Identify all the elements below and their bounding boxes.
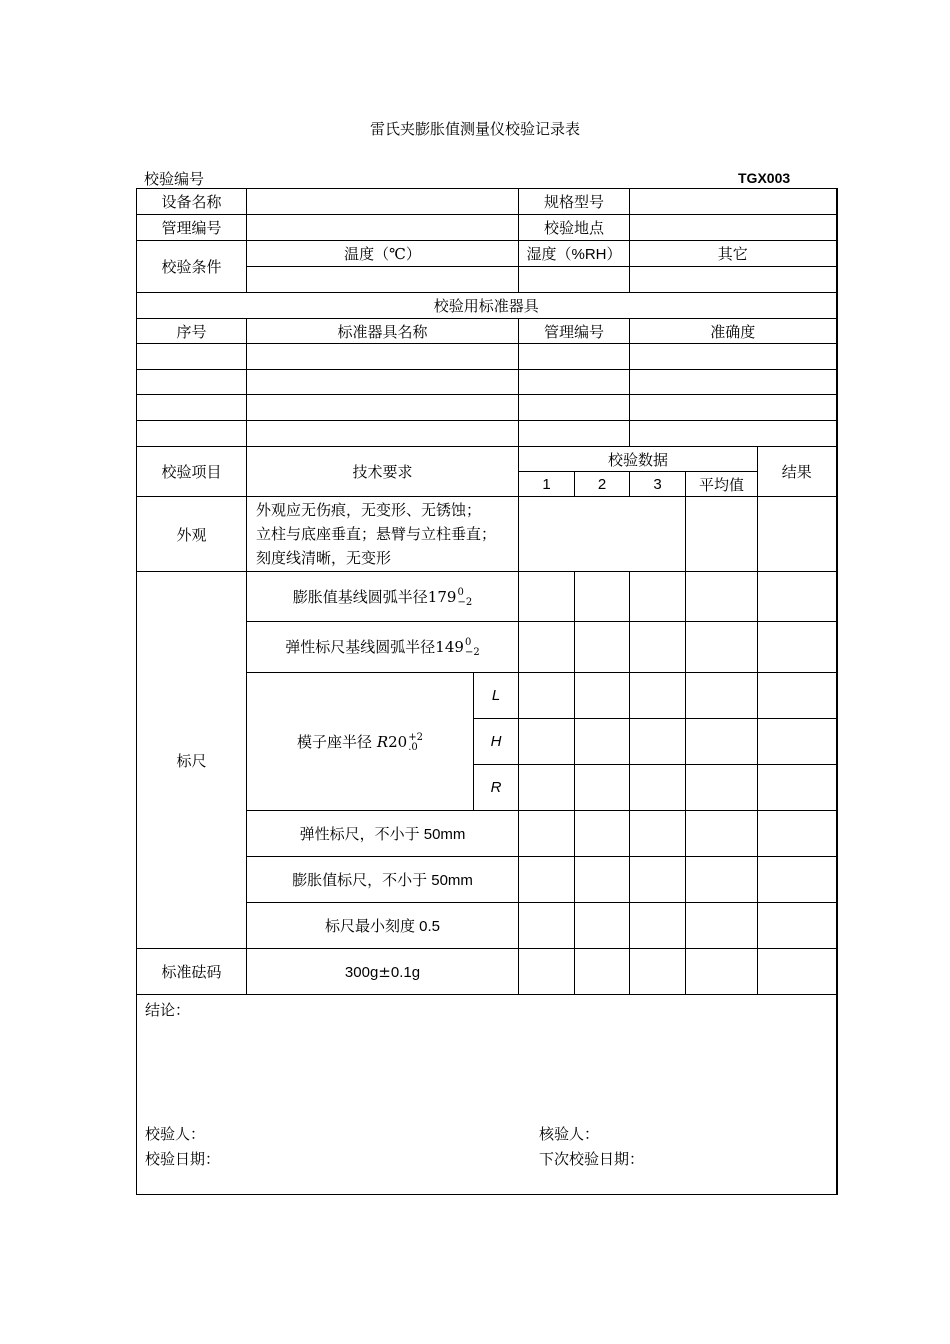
appearance-requirement: 外观应无伤痕，无变形、无锈蚀； 立柱与底座垂直；悬臂与立柱垂直； 刻度线清晰，无变形 [247, 497, 519, 572]
data-cell[interactable] [575, 572, 630, 622]
spec-label: 规格型号 [519, 189, 630, 215]
data-cell[interactable] [686, 765, 758, 811]
data-cell[interactable] [575, 949, 630, 995]
standards-row [137, 395, 837, 421]
appearance-average[interactable] [686, 497, 758, 572]
calib-date-label: 校验日期： [145, 1150, 221, 1168]
data-cell[interactable] [686, 673, 758, 719]
data-cell[interactable] [686, 949, 758, 995]
form-code: TGX003 [738, 170, 791, 186]
calib-no-field[interactable] [204, 172, 320, 189]
data-cell[interactable] [630, 622, 686, 673]
data-col-average: 平均值 [686, 472, 758, 497]
standards-cell[interactable] [630, 370, 837, 395]
data-col-1: 1 [519, 472, 575, 497]
data-cell[interactable] [630, 719, 686, 765]
data-cell[interactable] [519, 719, 575, 765]
standards-row [137, 370, 837, 395]
standards-cell[interactable] [247, 370, 519, 395]
requirement-header: 技术要求 [247, 447, 519, 497]
scale-req-mold-radius: 模子座半径 R20 +2 .0 [247, 673, 474, 811]
result-cell[interactable] [758, 903, 837, 949]
scale-req-expansion-length: 膨胀值标尺，不小于 50mm [247, 857, 519, 903]
calib-no-label: 校验编号 [144, 170, 205, 188]
standards-col-accuracy: 准确度 [630, 319, 837, 344]
data-cell[interactable] [630, 811, 686, 857]
scale-label: 标尺 [137, 572, 247, 949]
next-calib-date-label: 下次校验日期： [539, 1150, 645, 1168]
standards-cell[interactable] [137, 344, 247, 370]
conclusion-box[interactable] [137, 995, 837, 1195]
weight-requirement: 300g±0.1g [247, 949, 519, 995]
calib-no-line [144, 168, 320, 189]
data-cell[interactable] [519, 765, 575, 811]
scale-req-min-graduation: 标尺最小刻度 0.5 [247, 903, 519, 949]
standards-cell[interactable] [247, 421, 519, 447]
data-cell[interactable] [519, 622, 575, 673]
standards-cell[interactable] [519, 395, 630, 421]
device-name-label: 设备名称 [137, 189, 247, 215]
result-cell[interactable] [758, 673, 837, 719]
other-field[interactable] [630, 267, 837, 293]
standards-cell[interactable] [519, 370, 630, 395]
item-header: 校验项目 [137, 447, 247, 497]
data-cell[interactable] [630, 673, 686, 719]
data-cell[interactable] [630, 949, 686, 995]
data-cell[interactable] [575, 857, 630, 903]
standards-cell[interactable] [137, 395, 247, 421]
data-cell[interactable] [575, 719, 630, 765]
data-cell[interactable] [575, 811, 630, 857]
location-field[interactable] [630, 215, 837, 241]
sub-label-H: H [474, 719, 519, 765]
standards-cell[interactable] [137, 421, 247, 447]
location-label: 校验地点 [519, 215, 630, 241]
data-cell[interactable] [686, 719, 758, 765]
data-cell[interactable] [519, 903, 575, 949]
appearance-result[interactable] [758, 497, 837, 572]
data-cell[interactable] [519, 572, 575, 622]
result-cell[interactable] [758, 622, 837, 673]
data-header: 校验数据 [519, 447, 758, 472]
data-cell[interactable] [519, 673, 575, 719]
data-cell[interactable] [686, 857, 758, 903]
result-cell[interactable] [758, 949, 837, 995]
data-cell[interactable] [519, 857, 575, 903]
mgmt-no-field[interactable] [247, 215, 519, 241]
standards-cell[interactable] [630, 421, 837, 447]
data-cell[interactable] [686, 622, 758, 673]
data-cell[interactable] [686, 903, 758, 949]
standards-cell[interactable] [247, 344, 519, 370]
device-name-field[interactable] [247, 189, 519, 215]
scale-req-elastic-length: 弹性标尺，不小于 50mm [247, 811, 519, 857]
result-cell[interactable] [758, 719, 837, 765]
humidity-label: 湿度（%RH） [519, 241, 630, 267]
standards-cell[interactable] [519, 421, 630, 447]
result-header: 结果 [758, 447, 837, 497]
standards-row [137, 344, 837, 370]
conditions-label: 校验条件 [137, 241, 247, 293]
standards-cell[interactable] [630, 395, 837, 421]
data-cell[interactable] [575, 622, 630, 673]
checker-label: 核验人： [539, 1125, 600, 1143]
sub-label-L: L [474, 673, 519, 719]
temperature-field[interactable] [247, 267, 519, 293]
standards-col-name: 标准器具名称 [247, 319, 519, 344]
data-col-3: 3 [630, 472, 686, 497]
appearance-data[interactable] [519, 497, 686, 572]
humidity-field[interactable] [519, 267, 630, 293]
data-cell[interactable] [630, 903, 686, 949]
standards-cell[interactable] [630, 344, 837, 370]
standards-col-no: 序号 [137, 319, 247, 344]
result-cell[interactable] [758, 811, 837, 857]
appearance-label: 外观 [137, 497, 247, 572]
inspector-label: 校验人： [145, 1125, 206, 1143]
other-label: 其它 [630, 241, 837, 267]
standards-row [137, 421, 837, 447]
scale-req-elastic-radius: 弹性标尺基线圆弧半径149 0 −2 [247, 622, 519, 673]
mgmt-no-label: 管理编号 [137, 215, 247, 241]
standards-cell[interactable] [519, 344, 630, 370]
data-cell[interactable] [630, 765, 686, 811]
calibration-form-table [136, 188, 838, 1195]
data-cell[interactable] [575, 765, 630, 811]
result-cell[interactable] [758, 765, 837, 811]
data-cell[interactable] [630, 572, 686, 622]
temperature-label: 温度（℃） [247, 241, 519, 267]
standards-cell[interactable] [137, 370, 247, 395]
data-cell[interactable] [686, 811, 758, 857]
sub-label-R: R [474, 765, 519, 811]
standards-section-title: 校验用标准器具 [137, 293, 837, 319]
conclusion-label: 结论： [145, 1001, 191, 1019]
data-cell[interactable] [519, 811, 575, 857]
spec-field[interactable] [630, 189, 837, 215]
page-title: 雷氏夹膨胀值测量仪校验记录表 [369, 120, 580, 138]
data-cell[interactable] [519, 949, 575, 995]
data-cell[interactable] [630, 857, 686, 903]
standards-cell[interactable] [247, 395, 519, 421]
data-cell[interactable] [575, 903, 630, 949]
data-cell[interactable] [575, 673, 630, 719]
standards-col-mgmt: 管理编号 [519, 319, 630, 344]
weight-label: 标准砝码 [137, 949, 247, 995]
result-cell[interactable] [758, 572, 837, 622]
result-cell[interactable] [758, 857, 837, 903]
scale-req-baseline-radius: 膨胀值基线圆弧半径179 0 −2 [247, 572, 519, 622]
data-col-2: 2 [575, 472, 630, 497]
data-cell[interactable] [686, 572, 758, 622]
